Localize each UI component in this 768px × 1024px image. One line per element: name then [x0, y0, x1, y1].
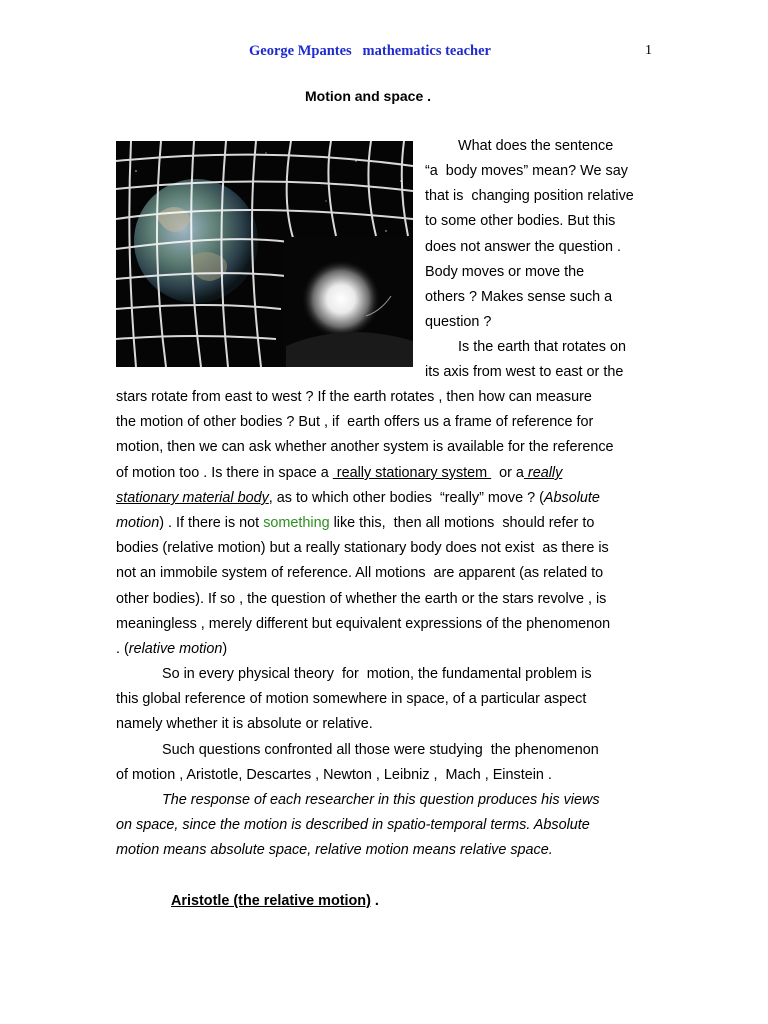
body-line-7: bodies (relative motion) but a really stationary body does not exist as there is [116, 540, 609, 556]
italic-text: . Absolute [526, 817, 590, 833]
body-text: like this, then all motions should refer to [329, 515, 595, 531]
side-line-9: Is the earth that rotates on [458, 339, 626, 355]
page-number: 1 [645, 43, 652, 58]
underlined-term: really [523, 465, 563, 481]
page-header [0, 43, 768, 63]
italic-text: The response of each researcher in this question produces his views [162, 792, 600, 808]
section-heading-label: Aristotle (the relative motion) [171, 893, 371, 909]
body-text: . ( [116, 641, 129, 657]
body-line-17 [162, 788, 600, 813]
body-line-5 [116, 486, 600, 511]
italic-text: on space, since the motion is described in spatio-temporal terms [116, 817, 527, 833]
italic-term: Absolute [543, 490, 600, 506]
underlined-term: stationary material body [116, 490, 269, 506]
earth-grid-illustration [116, 141, 413, 367]
body-line-10: meaningless , merely different but equivalent expressions of the phenomenon [116, 616, 611, 632]
body-line-19 [116, 838, 553, 863]
body-line-11 [116, 637, 227, 662]
side-line-1: What does the sentence [458, 138, 614, 154]
document-title: Motion and space . [305, 88, 432, 104]
section-heading-suffix: . [370, 893, 379, 909]
italic-term: motion [116, 515, 160, 531]
header-author: George Mpantes mathematics teacher [249, 43, 491, 59]
side-line-7: others ? Makes sense such a [425, 289, 613, 305]
body-line-18 [116, 813, 590, 838]
body-line-15: Such questions confronted all those were studying the phenomenon [162, 742, 599, 758]
side-line-6: Body moves or move the [425, 264, 585, 280]
side-line-3: that is changing position relative [425, 188, 634, 204]
body-line-12: So in every physical theory for motion, the fundamental problem is [162, 666, 592, 682]
body-line-3: motion, then we can ask whether another system is available for the reference [116, 439, 614, 455]
side-line-10: its axis from west to east or the [425, 364, 624, 380]
side-line-2: “a body moves” mean? We say [425, 163, 628, 179]
body-text: or a [491, 465, 524, 481]
side-line-8: question ? [425, 314, 492, 330]
section-heading [171, 893, 379, 909]
body-text: , as to which other bodies “really” move ? ( [268, 490, 544, 506]
body-line-16: of motion , Aristotle, Descartes , Newton , Leibniz , Mach , Einstein . [116, 767, 552, 783]
side-line-5: does not answer the question . [425, 239, 622, 255]
body-line-9: other bodies). If so , the question of whether the earth or the stars revolve , is [116, 591, 607, 607]
body-text: ) [222, 641, 228, 657]
side-line-4: to some other bodies. But this [425, 213, 616, 229]
body-line-8: not an immobile system of reference. All motions are apparent (as related to [116, 565, 604, 581]
italic-text: motion means absolute space, relative motion means relative space. [116, 842, 553, 858]
body-line-6 [116, 511, 594, 536]
body-text: of motion too . Is there in space a [116, 465, 333, 481]
body-line-4 [116, 461, 562, 486]
body-line-2: the motion of other bodies ? But , if earth offers us a frame of reference for [116, 414, 594, 430]
body-text: ) . If there is not [159, 515, 264, 531]
underlined-term: really stationary system [332, 465, 492, 481]
body-line-13: this global reference of motion somewhere in space, of a particular aspect [116, 691, 587, 707]
body-line-1: stars rotate from east to west ? If the earth rotates , then how can measure [116, 389, 592, 405]
italic-term: relative motion [128, 641, 223, 657]
space-time-figure [116, 141, 413, 367]
highlighted-term: something [263, 515, 330, 531]
body-line-14: namely whether it is absolute or relative. [116, 716, 373, 732]
